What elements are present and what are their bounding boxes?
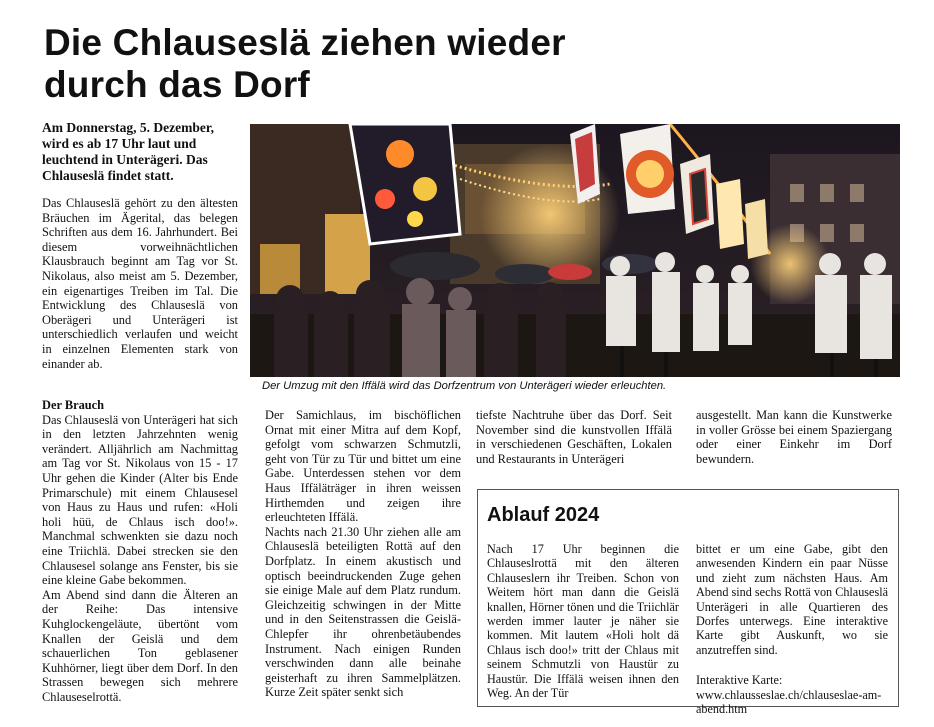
- article-column-3: [476, 408, 672, 466]
- ablauf-paragraph-1: Nach 17 Uhr beginnen die Chlauseslrottä mit den älteren Chlauseslern ihr Treiben. Schon von Weitem hört man dann die Geislä knallen, Hörner tönen und die Triichlär werden immer lauter je näher sie kommen. Mit lautem «Holi holt dä Chlaus isch doo!» tritt der Chlaus mit seinem Schmutzli von Haustür zu Haustür. Die Iffälä weisen ihnen den Weg. An der Tür: [487, 542, 679, 701]
- brauch-paragraph-1: Das Chlauseslä von Unterägeri hat sich in den letzten Jahrzehnten wenig verändert. Alljährlich am Nachmittag am Tag vor St. Nikolaus von 15 - 17 Uhr gehen die Kinder (Alter bis Ende Primarschule) mit einem Chlausesel von Haus zu Haus und rufen: «Holi holi hüü, de Chlaus isch doo!». Manchmal schwenkten sie dazu noch eine Triichlä. Dabei strecken sie den Chlausesel solange ans Fenster, bis sie eine kleine Gabe bekommen.: [42, 412, 238, 588]
- col2-paragraph-1: Der Samichlaus, im bischöflichen Ornat mit einer Mitra auf dem Kopf, gefolgt vom schwarzen Schmutzli, geht von Tür zu Tür und bittet um eine Gabe. Unterdessen stehen vor dem Haus Iffäläträger in ihren weissen Hirthemden und zeigen ihre erleuchteten Iffälä.: [265, 408, 461, 525]
- article-headline: Die Chlauseslä ziehen wieder durch das Dorf: [44, 22, 566, 105]
- parade-photo: [250, 124, 900, 377]
- intro-paragraph: Das Chlauseslä gehört zu den ältesten Bräuchen im Ägerital, das belegen Schriften aus dem 16. Jahrhundert. Bei diesem vorweihnächtlichen Klausbrauch beginnt am Tag vor St. Nikolaus, also meist am 5. Dezember, ein eigenartiges Treiben im Tal. Die Entwicklung des Chlauseslä von Oberägeri und Unterägeri ist unterschiedlich verlaufen und weicht in einzelnen Elementen stark von einander ab.: [42, 196, 238, 371]
- section-heading: Der Brauch: [42, 398, 105, 412]
- ablauf-paragraph-2: bittet er um eine Gabe, gibt den anwesenden Kindern ein paar Nüsse und zieht zum nächsten Haus. Am Abend sind sechs Rottä von Chlauseslä Unterägeri in alle Quartieren des Dorfes unterwegs. Eine interaktive Karte gibt Auskunft, wo sie anzutreffen sind.: [696, 542, 888, 657]
- ablauf-box: [477, 489, 899, 717]
- ablauf-box-title: Ablauf 2024: [487, 504, 600, 526]
- article-column-4: [696, 408, 892, 466]
- article-lead: Am Donnerstag, 5. Dezember, wird es ab 17 Uhr laut und leuchtend in Unterägeri. Das Chlauseslä findet statt.: [42, 120, 214, 183]
- parade-photo-illustration: [250, 124, 900, 377]
- map-link-text: Interaktive Karte: www.chlausseslae.ch/chlauseslae-am-abend.htm: [696, 673, 882, 717]
- photo-caption: Der Umzug mit den Iffälä wird das Dorfzentrum von Unterägeri wieder erleuchten.: [262, 380, 667, 392]
- ablauf-column-1: [487, 542, 679, 700]
- col4-paragraph: ausgestellt. Man kann die Kunstwerke in voller Grösse bei einem Spaziergang oder einer Einkehr im Dorf bewundern.: [696, 408, 892, 466]
- ablauf-column-2: [696, 542, 888, 716]
- article-column-2: [265, 408, 461, 700]
- col3-paragraph: tiefste Nachtruhe über das Dorf. Seit November sind die kunstvollen Iffälä in verschiedenen Geschäften, Lokalen und Restaurants in Unterägeri: [476, 408, 672, 466]
- article-intro: [42, 196, 238, 371]
- brauch-paragraph-2: Am Abend sind dann die Älteren an der Reihe: Das intensive Kuhglockengeläute, übertönt vom Knallen der Geislä und dem schauerlichen Ton geblasener Kuhhörner, liegt über dem Dorf. In den Strassen bewegen sich mehrere Chlauseselrottä.: [42, 587, 238, 704]
- col2-paragraph-2: Nachts nach 21.30 Uhr ziehen alle am Chlauseslä beteiligten Rottä auf den Dorfplatz. In einem akustisch und optisch beeindruckenden Zuge gehen sie einige Male auf dem Platz rundum. Gleichzeitig schwingen in der Mitte und in den Seitenstrassen die Geislä-Chlepfer ihr ohrenbetäubendes Instrument. Nach einigen Runden verschwinden dann alle beinahe geisterhaft zu ihren Sammelplätzen. Kurze Zeit später senkt sich: [265, 524, 461, 700]
- article-column-1: [42, 398, 238, 704]
